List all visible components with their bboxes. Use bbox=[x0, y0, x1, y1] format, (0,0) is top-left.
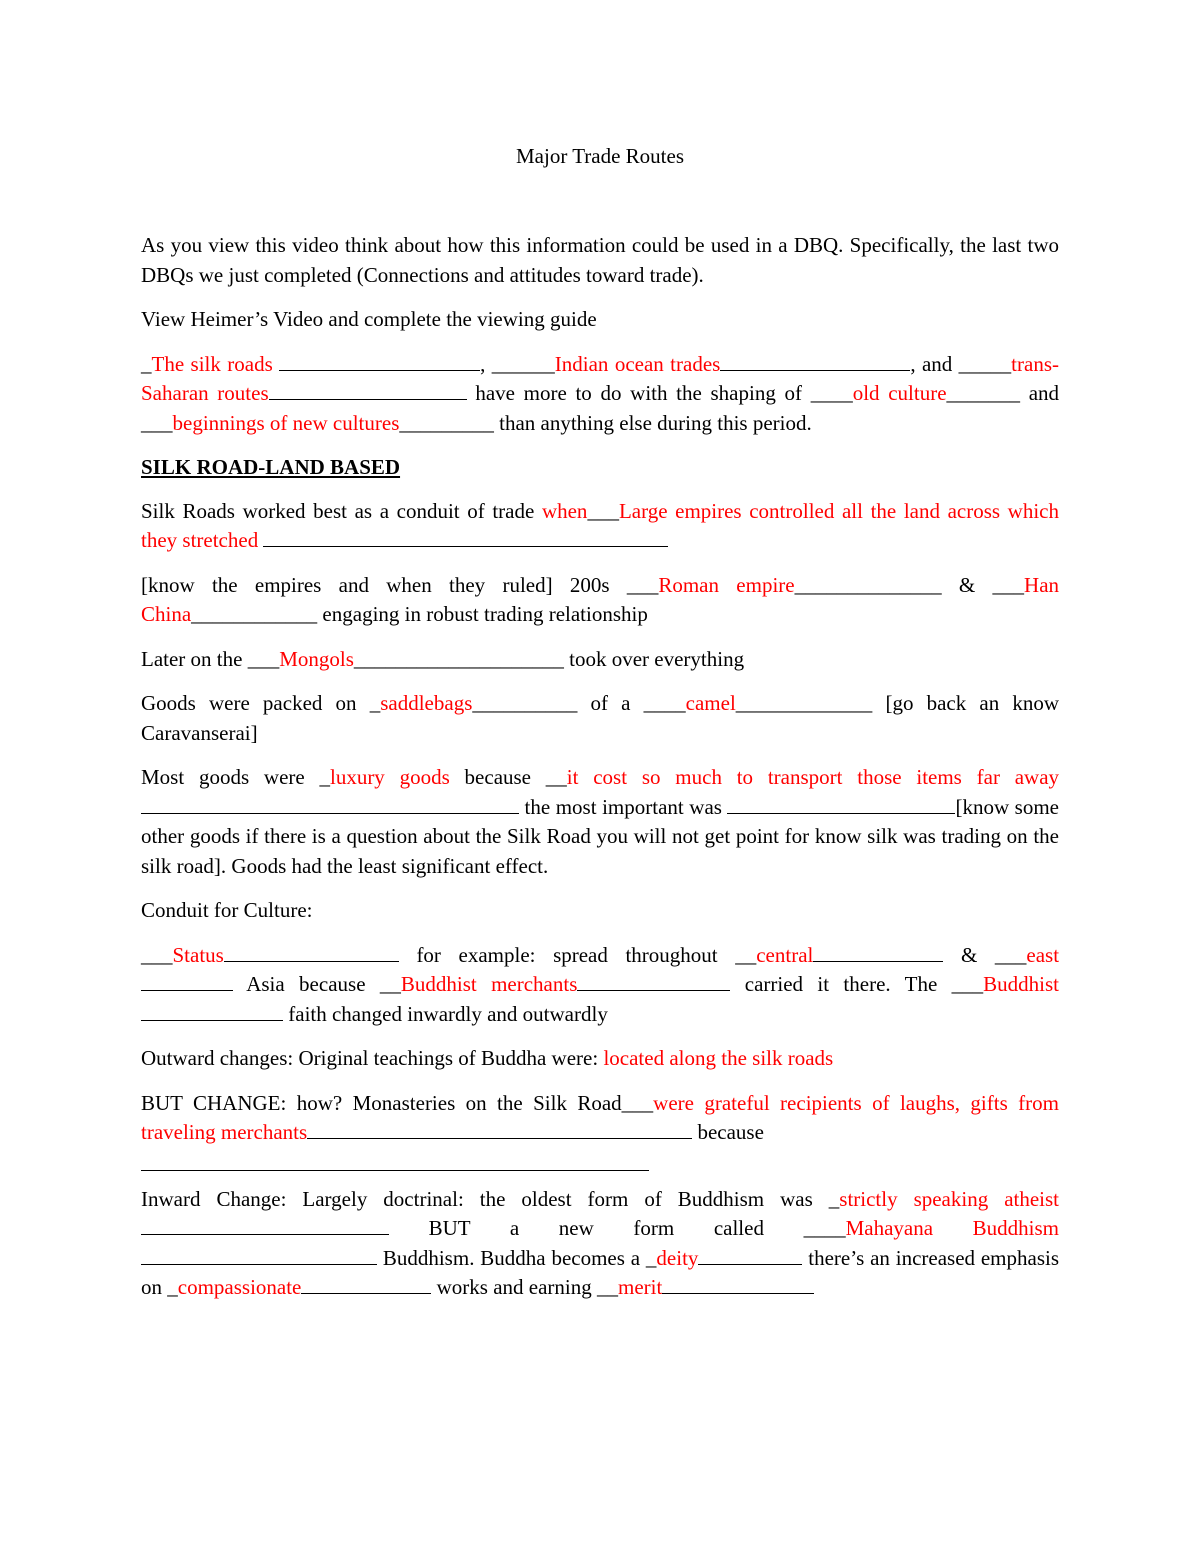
luxury-goods-paragraph: Most goods were _luxury goods because __it cost so much to transport those items far away the most important was [know some other goods if there is a question about the Silk Road you will not get point for know silk was trading on the silk road]. Goods had the least significant effect. bbox=[141, 765, 1060, 878]
answer-roman-empire: Roman empire bbox=[658, 572, 795, 597]
blank-line bbox=[141, 1150, 649, 1171]
answer-indian-ocean: Indian ocean trades bbox=[554, 351, 721, 376]
view-instruction: View Heimer’s Video and complete the viewing guide bbox=[141, 307, 597, 331]
answer-new-cultures: beginnings of new cultures bbox=[172, 410, 400, 435]
blank-line bbox=[727, 794, 955, 814]
answer-silk-roads-location: located along the silk roads bbox=[603, 1046, 834, 1070]
answer-merit: merit bbox=[618, 1275, 663, 1299]
blank-line bbox=[279, 351, 480, 371]
answer-han-china: Han China bbox=[141, 572, 1060, 626]
answer-saddlebags: saddlebags bbox=[380, 691, 473, 715]
answer-mongols: Mongols bbox=[279, 646, 354, 671]
buddhism-spread-paragraph: ___Status for example: spread throughout __central & ___east Asia because __Buddhist merchants carried it there. The ___Buddhist faith changed inwardly and outwardly bbox=[141, 942, 1060, 1026]
blank-line bbox=[269, 380, 467, 400]
answer-luxury-goods: luxury goods bbox=[329, 765, 450, 789]
answer-status: Status bbox=[172, 942, 224, 967]
trade-routes-paragraph: _The silk roads , ______Indian ocean trades , and _____trans- Saharan routes have more to do with the shaping of ____old culture_______ and ___beginnings of new cultures_________ than anything else during this period. bbox=[141, 351, 1060, 435]
empires-paragraph: [know the empires and when they ruled] 200s ___Roman empire______________ & ___Han China____________ engaging in robust trading relationship bbox=[141, 572, 1060, 626]
answer-old-culture: old culture bbox=[852, 381, 947, 405]
conduit-culture-label: Conduit for Culture: bbox=[141, 898, 313, 922]
blank-line bbox=[141, 1215, 389, 1235]
answer-monasteries: were grateful recipients of laughs, gifts from traveling merchants bbox=[141, 1090, 1059, 1144]
answer-camel: camel bbox=[685, 691, 736, 715]
document-page bbox=[141, 140, 1059, 1318]
blank-line bbox=[577, 971, 730, 991]
answer-strictly-atheist: strictly speaking atheist bbox=[839, 1186, 1060, 1211]
blank-line bbox=[698, 1245, 802, 1265]
mongols-paragraph: Later on the ___Mongols____________________ took over everything bbox=[141, 646, 745, 671]
answer-central: central bbox=[756, 942, 814, 967]
blank-line bbox=[301, 1274, 431, 1294]
answer-silk-roads: The silk roads bbox=[151, 351, 273, 376]
blank-line bbox=[307, 1119, 692, 1139]
blank-line bbox=[263, 527, 668, 547]
answer-compassionate: compassionate bbox=[177, 1275, 302, 1299]
answer-buddhist-merchants: Buddhist merchants bbox=[400, 972, 578, 996]
blank-line bbox=[720, 351, 910, 371]
answer-deity: deity bbox=[656, 1245, 699, 1270]
answer-large-empires: Large empires controlled all the land across which they stretched bbox=[141, 498, 1060, 552]
blank-line bbox=[141, 794, 519, 814]
outward-changes-paragraph: Outward changes: Original teachings of Buddha were: located along the silk roads bbox=[141, 1046, 834, 1070]
conduit-of-trade-paragraph: Silk Roads worked best as a conduit of trade when___Large empires controlled all the land across which they stretched bbox=[141, 498, 1060, 552]
intro-paragraph: As you view this video think about how this information could be used in a DBQ. Specifically, the last two DBQs we just completed (Connections and attitudes toward trade). bbox=[141, 233, 1059, 287]
blank-line bbox=[662, 1274, 814, 1294]
blank-line bbox=[141, 971, 233, 991]
answer-buddhist: Buddhist bbox=[983, 972, 1059, 996]
blank-line bbox=[141, 1245, 377, 1265]
blank-line bbox=[813, 942, 943, 962]
but-change-paragraph: BUT CHANGE: how? Monasteries on the Silk Road___were grateful recipients of laughs, gifts from traveling merchants because bbox=[141, 1089, 1059, 1171]
answer-trans-saharan: trans- Saharan routes bbox=[141, 351, 1059, 405]
blank-line bbox=[224, 942, 399, 962]
answer-east: east bbox=[1026, 942, 1060, 967]
section-heading: SILK ROAD-LAND BASED bbox=[141, 455, 401, 479]
page-title: Major Trade Routes bbox=[516, 144, 684, 168]
goods-packed-paragraph: Goods were packed on _saddlebags__________ of a ____camel_____________ [go back an know Caravanserai] bbox=[141, 691, 1060, 745]
answer-mahayana: Mahayana Buddhism bbox=[845, 1216, 1060, 1240]
inward-change-paragraph: Inward Change: Largely doctrinal: the oldest form of Buddhism was _strictly speaking atheist BUT a new form called ____Mahayana Buddhism Buddhism. Buddha becomes a _deity there’s an increased emphasis on _compassionate works and earning __merit bbox=[141, 1186, 1060, 1299]
answer-transport-cost: it cost so much to transport those items far away bbox=[566, 765, 1060, 789]
blank-line bbox=[141, 1001, 283, 1021]
answer-when: when bbox=[541, 498, 588, 523]
